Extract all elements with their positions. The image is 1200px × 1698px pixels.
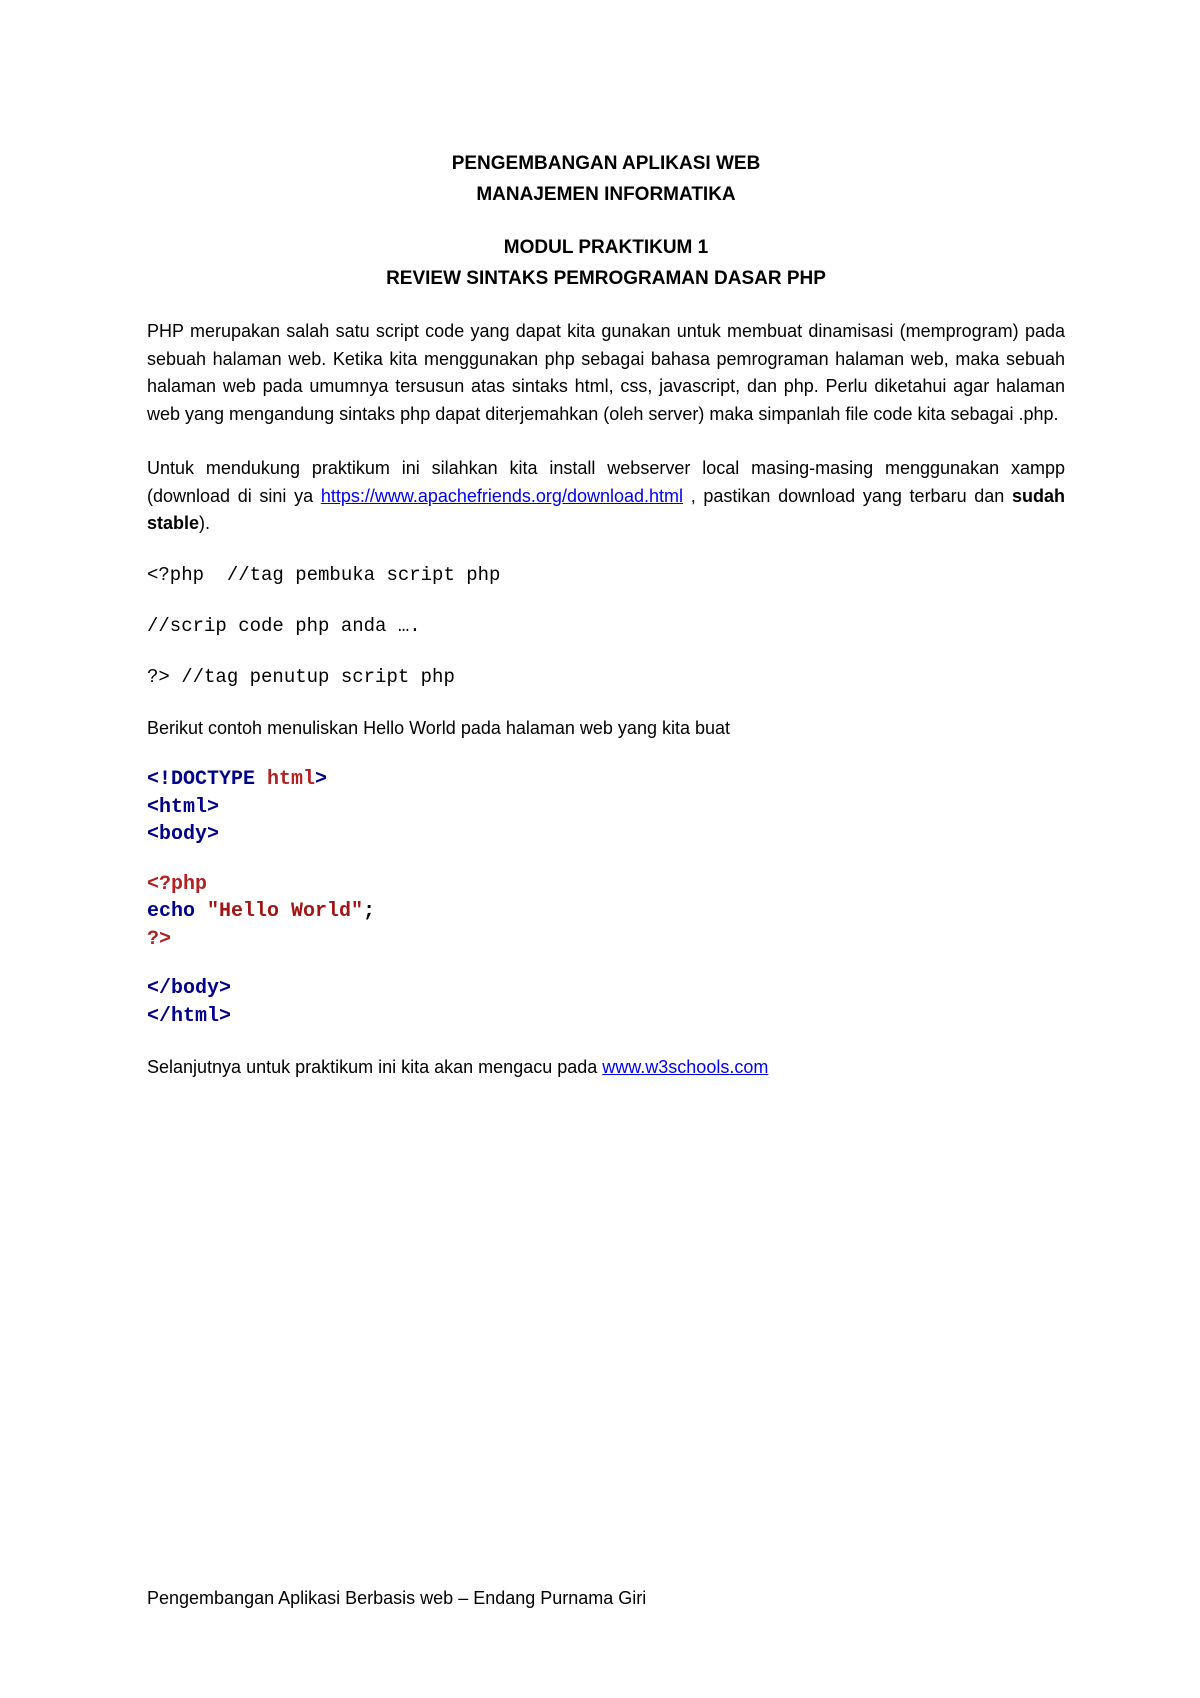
syntax-close-tag: ?> //tag penutup script php <box>147 665 455 688</box>
title-line-1: PENGEMBANGAN APLIKASI WEB <box>451 153 761 174</box>
xampp-download-link[interactable]: https://www.apachefriends.org/download.html <box>320 485 684 506</box>
code-line-html-close: </html> <box>147 1004 232 1028</box>
code-line-echo <box>147 898 1065 926</box>
closing-paragraph <box>147 1054 1065 1082</box>
syntax-comment: //scrip code php anda …. <box>147 614 421 637</box>
code-echo-keyword: echo <box>147 900 196 923</box>
code-line-doctype <box>147 766 1065 794</box>
code-example <box>147 766 1065 1030</box>
code-line-body-open: <body> <box>147 823 220 846</box>
code-doctype-close: > <box>315 768 328 791</box>
code-echo-end: ; <box>363 900 376 923</box>
module-title: MODUL PRAKTIKUM 1 <box>503 237 709 258</box>
install-text: Untuk mendukung praktikum ini silahkan kita install webserver local masing-masing menggunakan xampp (download di sini ya <box>147 458 1065 506</box>
code-doctype-html: html <box>255 768 316 791</box>
intro-paragraph: PHP merupakan salah satu script code yang dapat kita gunakan untuk membuat dinamisasi (memprogram) pada sebuah halaman web. Ketika kita menggunakan php sebagai bahasa pemrograman halaman web, maka sebuah halaman web pada umumnya tersusun atas sintaks html, css, javascript, dan php. Perlu diketahui agar halaman web yang mengandung sintaks php dapat diterjemahkan (oleh server) maka simpanlah file code kita sebagai .php. <box>147 321 1065 424</box>
closing-text: Selanjutnya untuk praktikum ini kita akan mengacu pada <box>147 1057 603 1077</box>
code-line-html-open: <html> <box>147 795 220 819</box>
code-echo-string: "Hello World" <box>195 900 364 923</box>
install-text-after: , pastikan download yang terbaru dan <box>683 485 1012 506</box>
code-line-body-close: </body> <box>147 977 232 1000</box>
install-paragraph <box>147 455 1065 538</box>
w3schools-link[interactable]: www.w3schools.com <box>602 1057 769 1077</box>
title-line-2: MANAJEMEN INFORMATIKA <box>476 184 736 205</box>
install-bold: sudah stable <box>147 485 1065 533</box>
page-content <box>147 148 1065 1082</box>
module-subtitle: REVIEW SINTAKS PEMROGRAMAN DASAR PHP <box>386 268 826 289</box>
code-doctype-open: <!DOCTYPE <box>147 768 256 791</box>
install-end: ). <box>199 513 211 533</box>
example-intro: Berikut contoh menuliskan Hello World pada halaman web yang kita buat <box>147 717 731 738</box>
code-line-php-close: ?> <box>147 927 172 951</box>
page-footer: Pengembangan Aplikasi Berbasis web – Endang Purnama Giri <box>147 1588 647 1608</box>
syntax-open-tag: <?php //tag pembuka script php <box>147 563 501 586</box>
code-line-php-open: <?php <box>147 872 208 896</box>
